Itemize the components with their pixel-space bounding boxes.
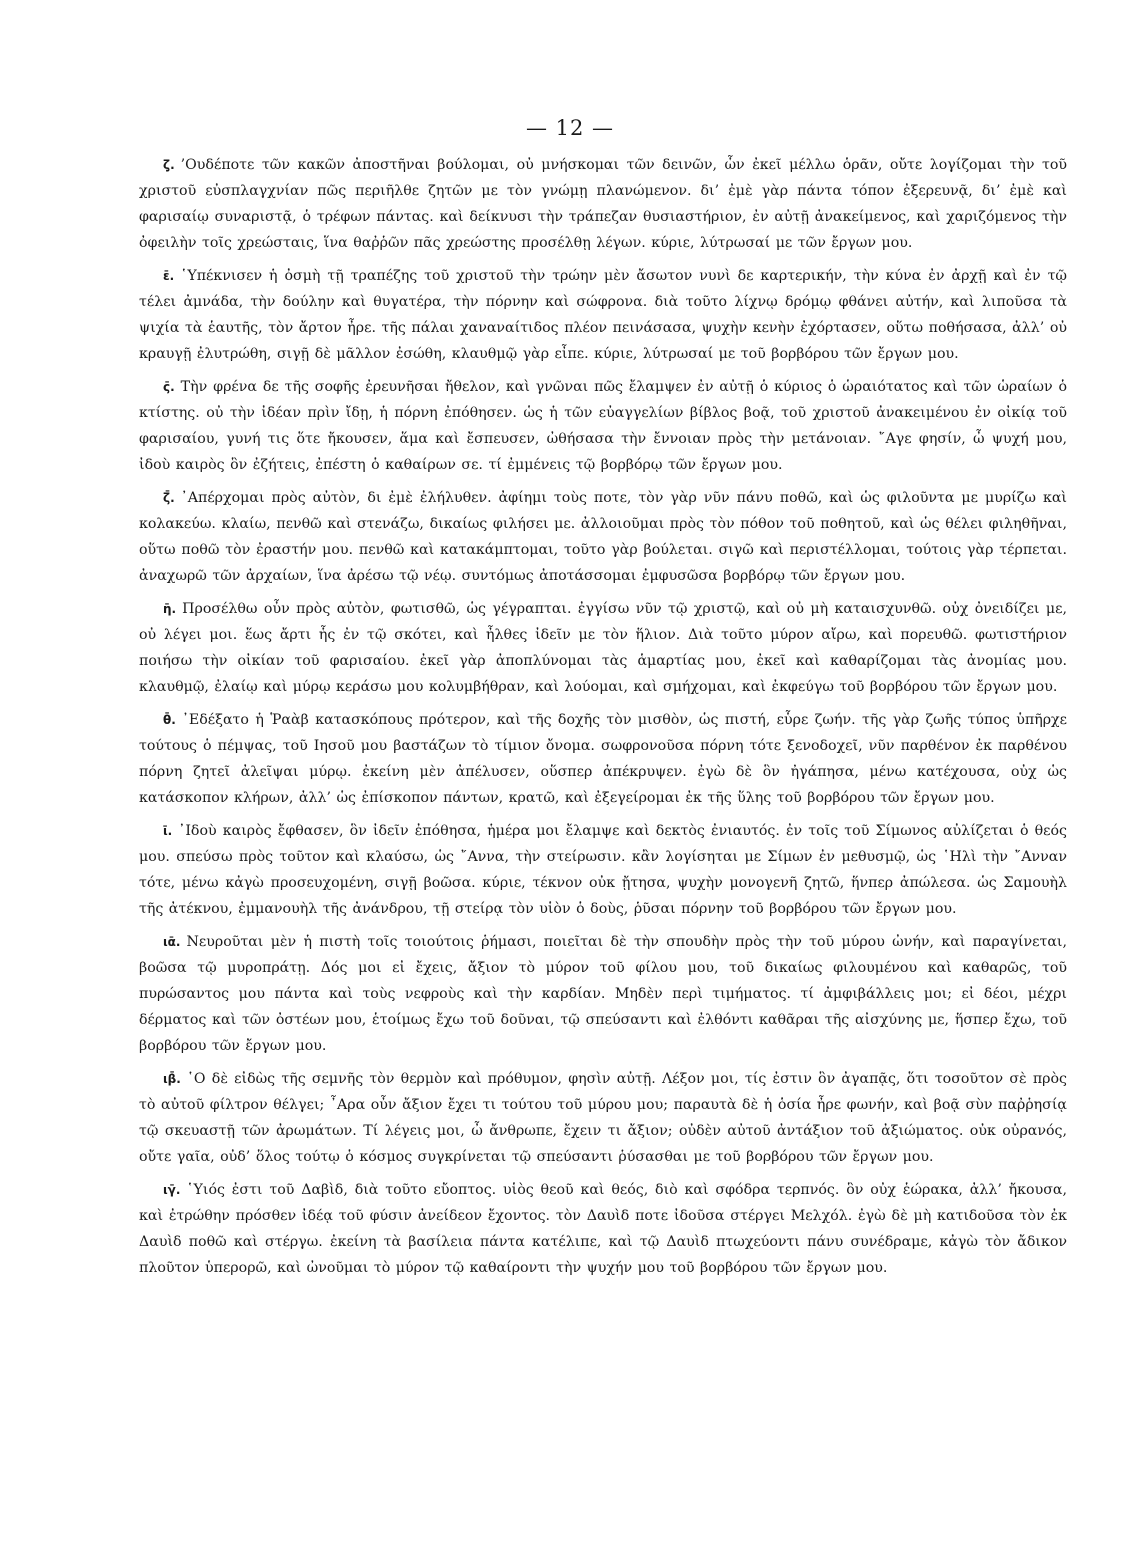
stanza: [139, 263, 1067, 367]
stanza: [139, 818, 1067, 922]
stanza-numeral: ζ̄.: [163, 491, 175, 505]
stanza-text: ῾Υιός ἐστι τοῦ Δαβὶδ, διὰ τοῦτο εὔοπτος. υἱὸς θεοῦ καὶ θεός, διὸ καὶ σφόδρα τερπνός. ὃν οὐχ ἑώρακα, ἀλλ’ ἤκουσα, καὶ ἐτρώθην πρόσθεν ἰδέᾳ τοῦ φύσιν ἀνείδεον ἔχοντος. τὸν Δαυὶδ ποτε ἰδοῦσα στέργει Μελχόλ. ἐγὼ δὲ μὴ κατιδοῦσα τὸν ἐκ Δαυὶδ ποθῶ καὶ στέργω. ἐκείνη τὰ βασίλεια πάντα κατέλιπε, καὶ τῷ Δαυὶδ πτωχεύοντι πάνυ συνέδραμε, κἀγὼ τὸν ἄδικον πλοῦτον ὑπερορῶ, καὶ ὠνοῦμαι τὸ μύρον τῷ καθαίροντι τὴν ψυχήν μου τοῦ βορβόρου τῶν ἔργων μου.: [139, 1182, 1067, 1276]
stanza: [139, 152, 1067, 256]
stanza-numeral: ς̄.: [163, 380, 175, 394]
document-body: [139, 152, 1067, 1288]
stanza-numeral: θ̄.: [163, 713, 176, 727]
stanza-numeral: ε̄.: [163, 269, 175, 283]
stanza-text: Προσέλθω οὖν πρὸς αὐτὸν, φωτισθῶ, ὡς γέγραπται. ἐγγίσω νῦν τῷ χριστῷ, καὶ οὐ μὴ καταισχυνθῶ. οὐχ ὀνειδίζει με, οὐ λέγει μοι. ἕως ἄρτι ἧς ἐν τῷ σκότει, καὶ ἦλθες ἰδεῖν με τὸν ἥλιον. Διὰ τοῦτο μύρον αἴρω, καὶ πορευθῶ. φωτιστήριον ποιήσω τὴν οἰκίαν τοῦ φαρισαίου. ἐκεῖ γὰρ ἀποπλύνομαι τὰς ἁμαρτίας μου, ἐκεῖ καὶ καθαρίζομαι τὰς ἀνομίας μου. κλαυθμῷ, ἐλαίῳ καὶ μύρῳ κεράσω μου κολυμβήθραν, καὶ λούομαι, καὶ σμήχομαι, καὶ ἐκφεύγω τοῦ βορβόρου τῶν ἔργων μου.: [139, 601, 1067, 695]
stanza-numeral: ῑ.: [163, 824, 173, 838]
stanza-text: ῾Ο δὲ εἰδὼς τῆς σεμνῆς τὸν θερμὸν καὶ πρόθυμον, φησὶν αὐτῇ. Λέξον μοι, τίς ἐστιν ὃν ἀγαπᾷς, ὅτι τοσοῦτον σὲ πρὸς τὸ αὐτοῦ φίλτρον θέλγει; ῏Αρα οὖν ἄξιον ἔχει τι τούτου τοῦ μύρου μου; παραυτὰ δὲ ἡ ὁσία ἦρε φωνήν, καὶ βοᾷ σὺν παῤῥησίᾳ τῷ σκευαστῇ τῶν ἀρωμάτων. Τί λέγεις μοι, ὦ ἄνθρωπε, ἔχειν τι ἄξιον; οὐδὲν αὐτοῦ ἀντάξιον τοῦ ἀξιώματος. οὐκ οὐρανός, οὔτε γαῖα, οὐδ’ ὅλος τούτῳ ὁ κόσμος συγκρίνεται τῷ σπεύσαντι ῥύσασθαι με τοῦ βορβόρου τῶν ἔργων μου.: [139, 1071, 1067, 1165]
stanza-text: ῾Υπέκνισεν ἡ ὀσμὴ τῇ τραπέζης τοῦ χριστοῦ τὴν τρώην μὲν ἄσωτον νυνὶ δε καρτερικήν, τὴν κύνα ἐν ἀρχῇ καὶ ἐν τῷ τέλει ἀμνάδα, τὴν δούλην καὶ θυγατέρα, τὴν πόρνην καὶ σώφρονα. διὰ τοῦτο λίχνῳ δρόμῳ φθάνει αὐτήν, καὶ λιποῦσα τὰ ψιχία τὰ ἑαυτῆς, τὸν ἄρτον ἦρε. τῆς πάλαι χαναναίτιδος πλέον πεινάσασα, ψυχὴν κενὴν ἐχόρτασεν, οὕτω ποθήσασα, ἀλλ’ οὐ κραυγῇ ἐλυτρώθη, σιγῇ δὲ μᾶλλον ἐσώθη, κλαυθμῷ γὰρ εἶπε. κύριε, λύτρωσαί με τοῦ βορβόρου τῶν ἔργων μου.: [139, 268, 1067, 362]
stanza-text: ’Ουδέποτε τῶν κακῶν ἀποστῆναι βούλομαι, οὐ μνήσκομαι τῶν δεινῶν, ὧν ἐκεῖ μέλλω ὁρᾶν, οὔτε λογίζομαι τὴν τοῦ χριστοῦ εὐσπλαγχνίαν πῶς περιῆλθε ζητῶν με τὸν γνώμῃ πλανώμενον. δι’ ἐμὲ γὰρ πάντα τόπον ἐξερευνᾷ, δι’ ἐμὲ καὶ φαρισαίῳ συναριστᾷ, ὁ τρέφων πάντας. καὶ δείκνυσι τὴν τράπεζαν θυσιαστήριον, ἐν αὐτῇ ἀνακείμενος, καὶ χαριζόμενος τὴν ὀφειλὴν τοῖς χρεώσταις, ἵνα θαῤῥῶν πᾶς χρεώστης προσέλθῃ λέγων. κύριε, λύτρωσαί με τῶν ἔργων μου.: [139, 157, 1067, 251]
stanza-numeral: η̄.: [163, 602, 177, 616]
stanza-text: Νευροῦται μὲν ἡ πιστὴ τοῖς τοιούτοις ῥήμασι, ποιεῖται δὲ τὴν σπουδὴν πρὸς τὴν τοῦ μύρου ὠνήν, καὶ παραγίνεται, βοῶσα τῷ μυροπράτῃ. Δός μοι εἰ ἔχεις, ἄξιον τὸ μύρον τοῦ φίλου μου, τοῦ δικαίως φιλουμένου καὶ καθαρῶς, τοῦ πυρώσαντος μου πάντα καὶ τοὺς νεφροὺς καὶ τὴν καρδίαν. Μηδὲν περὶ τιμήματος. τί ἀμφιβάλλεις μοι; εἰ δέοι, μέχρι δέρματος καὶ τῶν ὀστέων μου, ἑτοίμως ἔχω τοῦ δοῦναι, τῷ σπεύσαντι καὶ ἐλθόντι καθᾶραι τῆς αἰσχύνης με, ἥσπερ ἔχω, τοῦ βορβόρου τῶν ἔργων μου.: [139, 934, 1067, 1054]
stanza-numeral: ιᾱ.: [163, 935, 181, 949]
stanza-numeral: ζ̣.: [163, 158, 175, 172]
page-number: — 12 —: [525, 116, 615, 140]
stanza: [139, 485, 1067, 589]
stanza-text: Τὴν φρένα δε τῆς σοφῆς ἐρευνῆσαι ἤθελον, καὶ γνῶναι πῶς ἔλαμψεν ἐν αὐτῇ ὁ κύριος ὁ ὡραιότατος καὶ τῶν ὡραίων ὁ κτίστης. οὐ τὴν ἰδέαν πρὶν ἴδῃ, ἡ πόρνη ἐπόθησεν. ὡς ἡ τῶν εὐαγγελίων βίβλος βοᾷ, τοῦ χριστοῦ ἀνακειμένου ἐν οἰκίᾳ τοῦ φαρισαίου, γυνή τις ὅτε ἤκουσεν, ἅμα καὶ ἔσπευσεν, ὠθήσασα τὴν ἔννοιαν πρὸς τὴν μετάνοιαν. ῎Αγε φησίν, ὦ ψυχή μου, ἰδοὺ καιρὸς ὃν ἐζήτεις, ἐπέστη ὁ καθαίρων σε. τί ἐμμένεις τῷ βορβόρῳ τῶν ἔργων μου.: [139, 379, 1067, 473]
stanza-text: ᾽Απέρχομαι πρὸς αὐτὸν, δι ἐμὲ ἐλήλυθεν. ἀφίημι τοὺς ποτε, τὸν γὰρ νῦν πάνυ ποθῶ, καὶ ὡς φιλοῦντα με μυρίζω καὶ κολακεύω. κλαίω, πενθῶ καὶ στενάζω, δικαίως φιλήσει με. ἀλλοιοῦμαι πρὸς τὸν πόθον τοῦ ποθητοῦ, καὶ ὡς θέλει φιληθῆναι, οὕτω ποθῶ τὸν ἐραστήν μου. πενθῶ καὶ κατακάμπτομαι, τοῦτο γὰρ βούλεται. σιγῶ καὶ περιστέλλομαι, τούτοις γὰρ τέρπεται. ἀναχωρῶ τῶν ἀρχαίων, ἵνα ἀρέσω τῷ νέῳ. συντόμως ἀποτάσσομαι ἐμφυσῶσα βορβόρῳ τῶν ἔργων μου.: [139, 490, 1067, 584]
stanza: [139, 374, 1067, 478]
stanza-text: ᾽Ιδοὺ καιρὸς ἔφθασεν, ὃν ἰδεῖν ἐπόθησα, ἡμέρα μοι ἔλαμψε καὶ δεκτὸς ἐνιαυτός. ἐν τοῖς τοῦ Σίμωνος αὐλίζεται ὁ θεός μου. σπεύσω πρὸς τοῦτον καὶ κλαύσω, ὡς ῎Αννα, τὴν στείρωσιν. κἂν λογίσηται με Σίμων ἐν μεθυσμῷ, ὡς ῾Ηλὶ τὴν ῎Ανναν τότε, μένω κἀγὼ προσευχομένη, σιγῇ βοῶσα. κύριε, τέκνον οὐκ ᾔτησα, ψυχὴν μονογενῆ ζητῶ, ἥνπερ ἀπώλεσα. ὡς Σαμουὴλ τῆς ἀτέκνου, ἐμμανουὴλ τῆς ἀνάνδρου, τῇ στείρᾳ τὸν υἱὸν ὁ δοὺς, ῥῦσαι πόρνην τοῦ βορβόρου τῶν ἔργων μου.: [139, 823, 1067, 917]
stanza: [139, 1066, 1067, 1170]
stanza-numeral: ιγ̄.: [163, 1183, 181, 1197]
stanza-text: ᾽Εδέξατο ἡ Ῥαὰβ κατασκόπους πρότερον, καὶ τῆς δοχῆς τὸν μισθὸν, ὡς πιστή, εὗρε ζωήν. τῆς γὰρ ζωῆς τύπος ὑπῆρχε τούτους ὁ πέμψας, τοῦ Ιησοῦ μου βαστάζων τὸ τίμιον ὄνομα. σωφρονοῦσα πόρνη τότε ξενοδοχεῖ, νῦν παρθένον ἐκ παρθένου πόρνη ζητεῖ ἀλεῖψαι μύρῳ. ἐκείνη μὲν ἀπέλυσεν, οὕσπερ ἀπέκρυψεν. ἐγὼ δὲ ὃν ἠγάπησα, μένω κατέχουσα, οὐχ ὡς κατάσκοπον κλήρων, ἀλλ’ ὡς ἐπίσκοπον πάντων, κρατῶ, καὶ ἐξεγείρομαι ἐκ τῆς ὕλης τοῦ βορβόρου τῶν ἔργων μου.: [139, 712, 1067, 806]
stanza: [139, 596, 1067, 700]
stanza: [139, 707, 1067, 811]
stanza: [139, 929, 1067, 1059]
stanza: [139, 1177, 1067, 1281]
stanza-numeral: ιβ̄.: [163, 1072, 181, 1086]
